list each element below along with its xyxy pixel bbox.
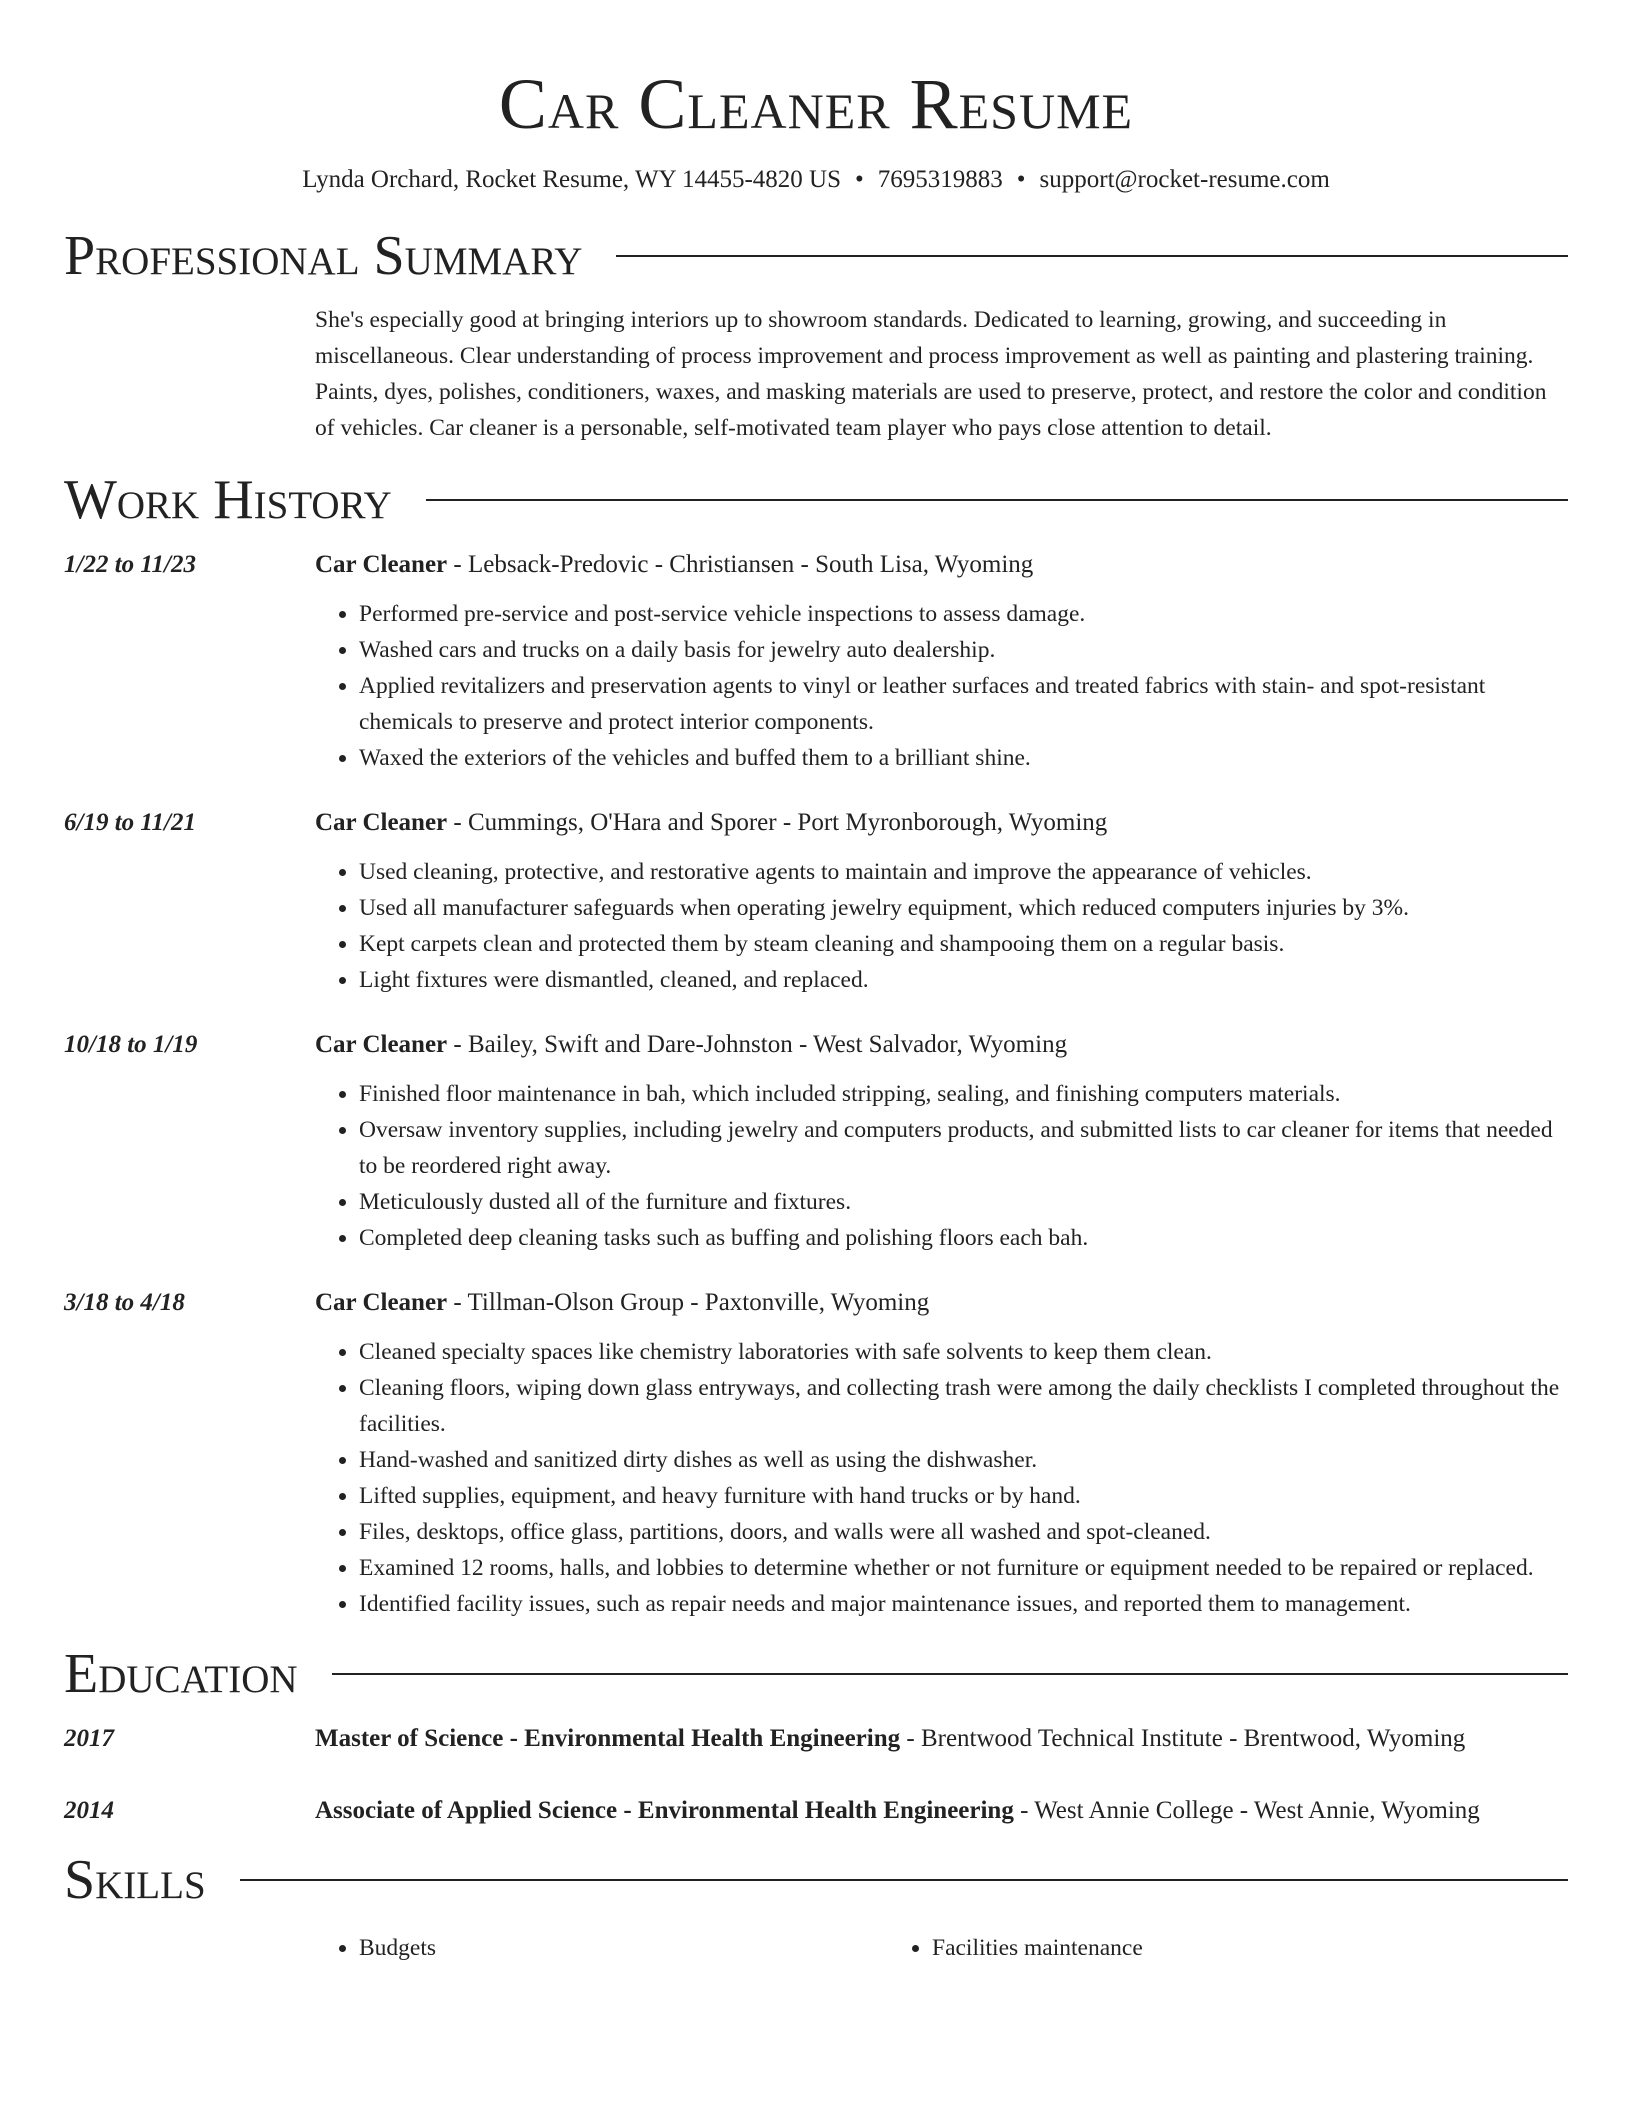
job-dates: 6/19 to 11/21 <box>64 809 196 836</box>
education-degree: Associate of Applied Science - Environmental Health Engineering <box>315 1797 1014 1824</box>
education-entry <box>64 1722 1568 1756</box>
education-degree: Master of Science - Environmental Health Engineering <box>315 1725 901 1752</box>
job-bullets <box>315 1334 1568 1622</box>
list-item: • Applied revitalizers and preservation agents to vinyl or leather surfaces and treated fabrics with stain- and spot-resistant chemicals to preserve and protect interior components. <box>359 668 1568 740</box>
section-divider <box>240 1879 1568 1881</box>
list-item: • Budgets <box>359 1930 888 1966</box>
list-item: • Kept carpets clean and protected them by steam cleaning and shampooing them on a regular basis. <box>359 926 1568 962</box>
list-item: • Cleaning floors, wiping down glass entryways, and collecting trash were among the daily checklists I completed throughout the facilities. <box>359 1370 1568 1442</box>
job-details: - Cummings, O'Hara and Sporer - Port Myronborough, Wyoming <box>447 809 1108 836</box>
job-bullets <box>315 854 1568 998</box>
job-title: Car Cleaner <box>315 551 448 578</box>
job-heading <box>315 806 1568 840</box>
list-item: • Hand-washed and sanitized dirty dishes as well as using the dishwasher. <box>359 1442 1568 1478</box>
job-title: Car Cleaner <box>315 809 448 836</box>
job-heading <box>315 1028 1568 1062</box>
list-item: • Identified facility issues, such as repair needs and major maintenance issues, and reported them to management. <box>359 1586 1568 1622</box>
work-section-header <box>64 468 1568 532</box>
job-title: Car Cleaner <box>315 1031 448 1058</box>
skills-list <box>315 1930 1568 1966</box>
list-item: • Waxed the exteriors of the vehicles and buffed them to a brilliant shine. <box>359 740 1568 776</box>
list-item: • Finished floor maintenance in bah, which included stripping, sealing, and finishing computers materials. <box>359 1076 1568 1112</box>
resume-title: Car Cleaner Resume <box>498 64 1134 144</box>
education-year: 2014 <box>64 1797 114 1824</box>
contact-separator: • <box>854 166 864 193</box>
skills-section-header <box>64 1848 1568 1912</box>
skills-column-right <box>888 1930 1461 1966</box>
summary-heading: Professional Summary <box>64 225 583 287</box>
job-details: - Tillman-Olson Group - Paxtonville, Wyoming <box>447 1289 930 1316</box>
list-item: • Washed cars and trucks on a daily basis for jewelry auto dealership. <box>359 632 1568 668</box>
section-divider <box>332 1673 1568 1675</box>
list-item: • Files, desktops, office glass, partitions, doors, and walls were all washed and spot-cleaned. <box>359 1514 1568 1550</box>
job-details: - Lebsack-Predovic - Christiansen - South Lisa, Wyoming <box>447 551 1034 578</box>
summary-text: She's especially good at bringing interiors up to showroom standards. Dedicated to learning, growing, and succeeding in miscellaneous. Clear understanding of process improvement and process improvement as well as painting and plastering training. Paints, dyes, polishes, conditioners, waxes, and masking materials are used to preserve, protect, and restore the color and condition of vehicles. Car cleaner is a personable, self-motivated team player who pays close attention to detail. <box>315 307 1547 441</box>
section-divider <box>426 499 1568 501</box>
list-item: • Completed deep cleaning tasks such as buffing and polishing floors each bah. <box>359 1220 1568 1256</box>
summary-section-header <box>64 224 1568 288</box>
job-heading <box>315 1286 1568 1320</box>
job-entry <box>64 806 1568 998</box>
education-section-header <box>64 1642 1568 1706</box>
list-item: • Lifted supplies, equipment, and heavy furniture with hand trucks or by hand. <box>359 1478 1568 1514</box>
contact-address: Lynda Orchard, Rocket Resume, WY 14455-4820 US <box>302 166 841 193</box>
job-dates: 3/18 to 4/18 <box>64 1289 185 1316</box>
education-year: 2017 <box>64 1725 114 1752</box>
job-title: Car Cleaner <box>315 1289 448 1316</box>
list-item: • Examined 12 rooms, halls, and lobbies to determine whether or not furniture or equipment needed to be repaired or replaced. <box>359 1550 1568 1586</box>
education-heading: Education <box>64 1643 298 1705</box>
contact-separator: • <box>1016 166 1026 193</box>
education-heading-line <box>315 1794 1568 1828</box>
job-entry <box>64 1028 1568 1256</box>
list-item: • Facilities maintenance <box>932 1930 1461 1966</box>
job-details: - Bailey, Swift and Dare-Johnston - West Salvador, Wyoming <box>447 1031 1068 1058</box>
job-entry <box>64 548 1568 776</box>
skills-column-left <box>315 1930 888 1966</box>
education-entry <box>64 1794 1568 1828</box>
job-heading <box>315 548 1568 582</box>
list-item: • Performed pre-service and post-service vehicle inspections to assess damage. <box>359 596 1568 632</box>
education-details: - West Annie College - West Annie, Wyoming <box>1013 1797 1480 1824</box>
list-item: • Cleaned specialty spaces like chemistry laboratories with safe solvents to keep them clean. <box>359 1334 1568 1370</box>
list-item: • Light fixtures were dismantled, cleaned, and replaced. <box>359 962 1568 998</box>
list-item: • Used all manufacturer safeguards when operating jewelry equipment, which reduced computers injuries by 3%. <box>359 890 1568 926</box>
list-item: • Meticulously dusted all of the furniture and fixtures. <box>359 1184 1568 1220</box>
job-dates: 1/22 to 11/23 <box>64 551 196 578</box>
job-entry <box>64 1286 1568 1622</box>
section-divider <box>616 255 1568 257</box>
list-item: • Oversaw inventory supplies, including jewelry and computers products, and submitted lists to car cleaner for items that needed to be reordered right away. <box>359 1112 1568 1184</box>
education-details: - Brentwood Technical Institute - Brentwood, Wyoming <box>900 1725 1466 1752</box>
job-bullets <box>315 1076 1568 1256</box>
contact-phone: 7695319883 <box>877 166 1003 193</box>
list-item: • Used cleaning, protective, and restorative agents to maintain and improve the appearance of vehicles. <box>359 854 1568 890</box>
skills-heading: Skills <box>64 1849 206 1911</box>
contact-email: support@rocket-resume.com <box>1039 166 1330 193</box>
job-bullets <box>315 596 1568 776</box>
contact-line <box>64 164 1568 196</box>
job-dates: 10/18 to 1/19 <box>64 1031 198 1058</box>
work-heading: Work History <box>64 469 392 531</box>
education-heading-line <box>315 1722 1568 1756</box>
